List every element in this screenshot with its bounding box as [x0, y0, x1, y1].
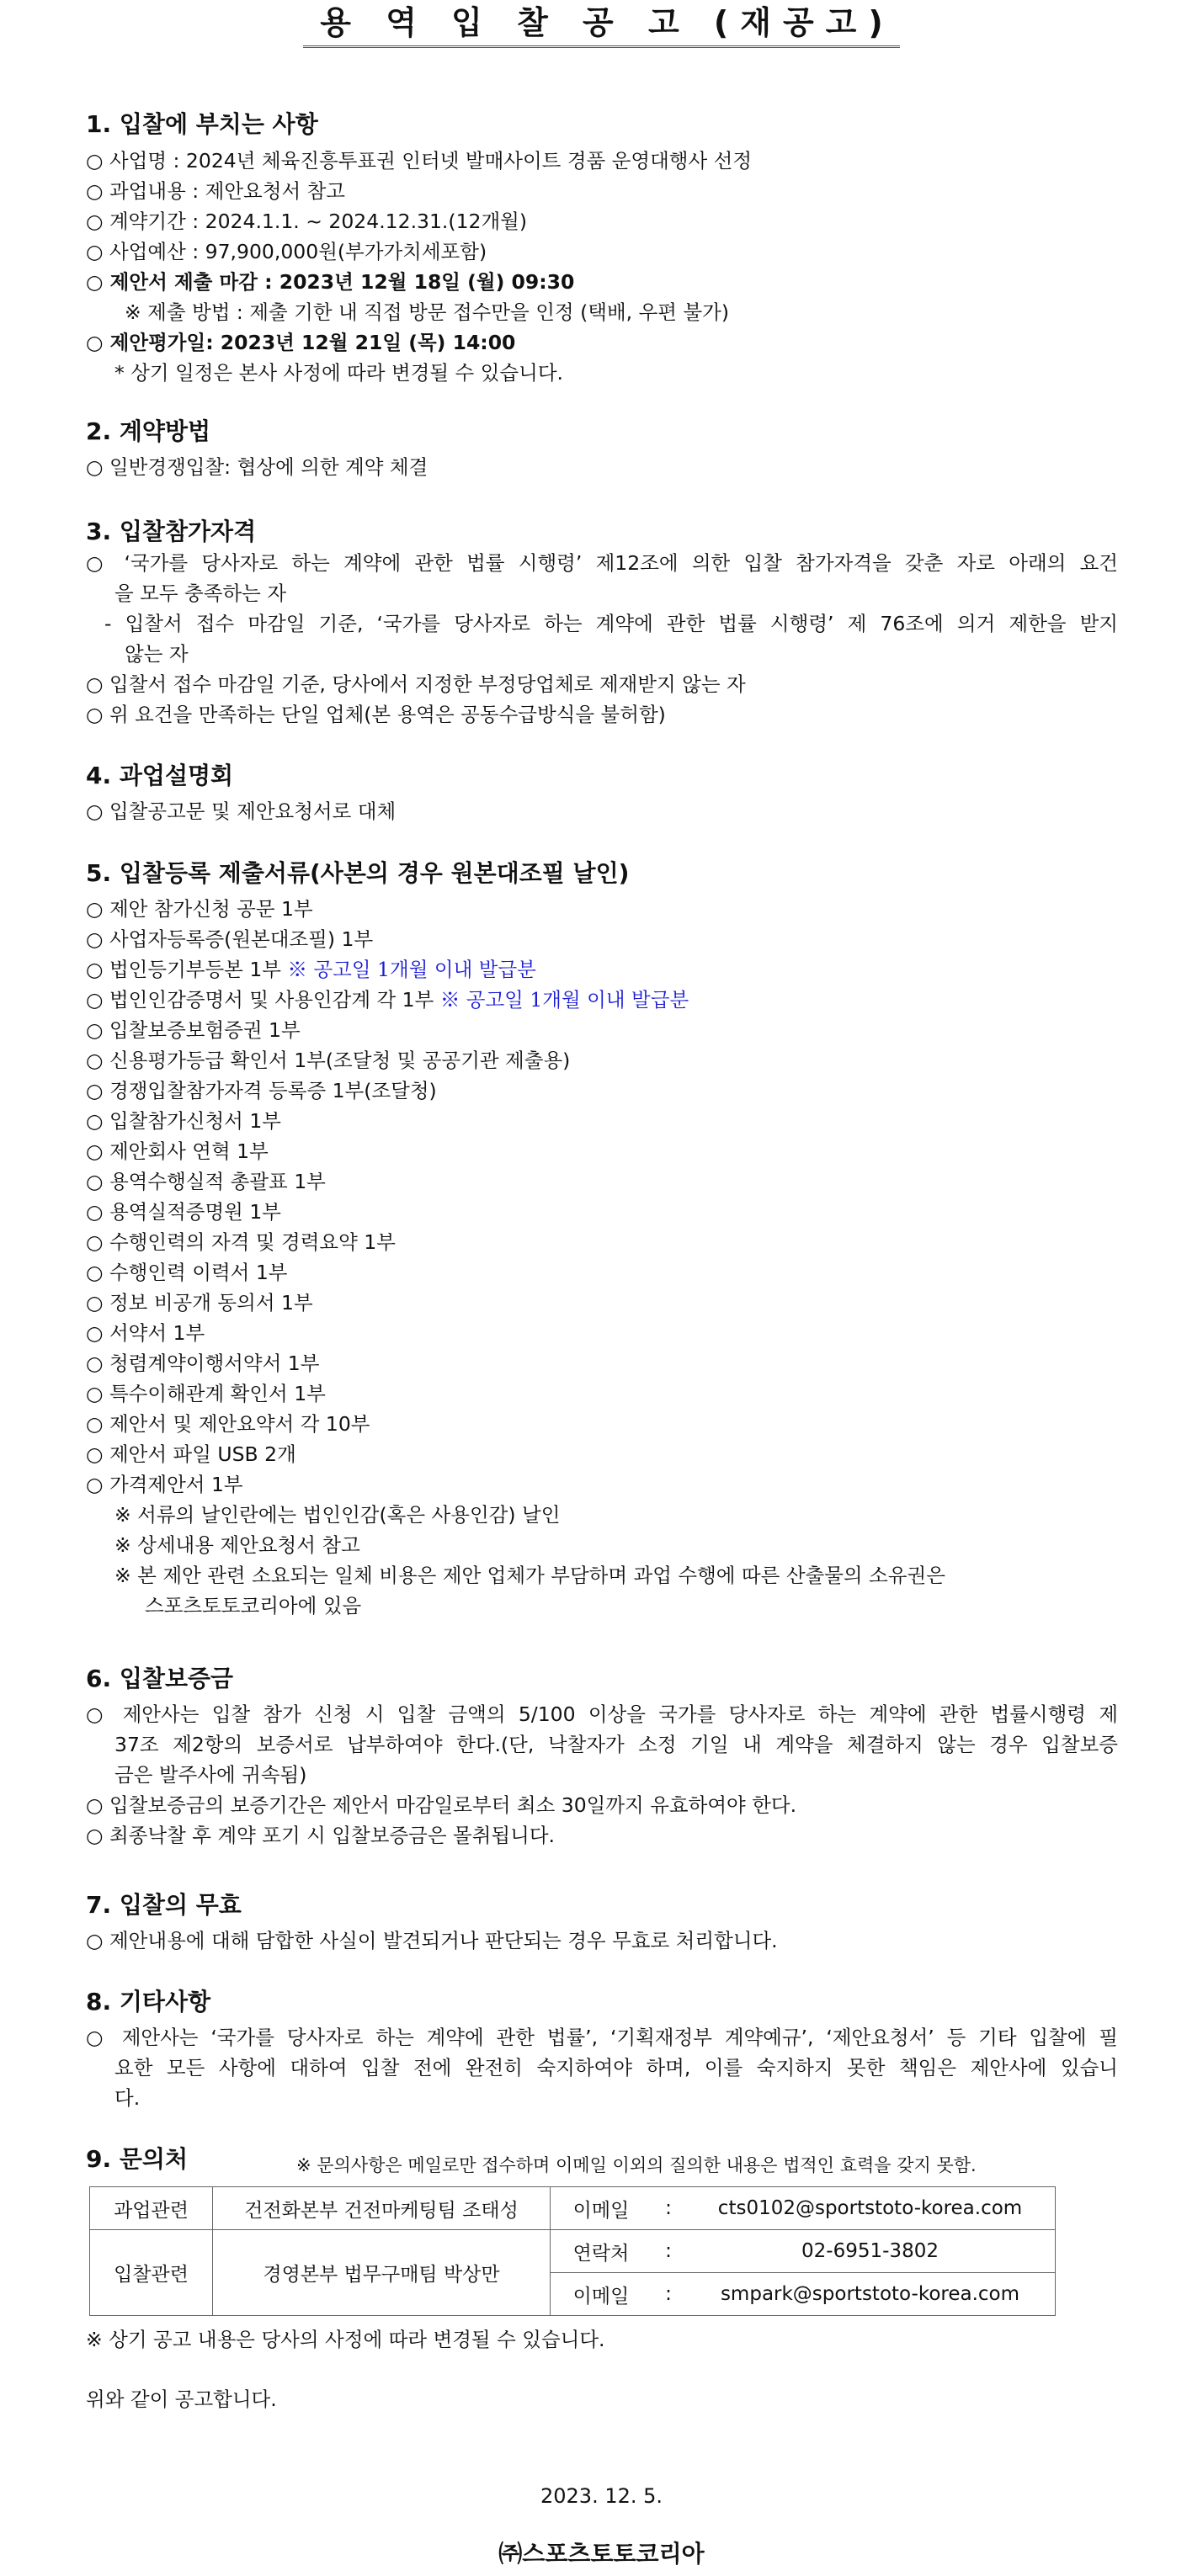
section-2-heading: 2. 계약방법 — [86, 417, 211, 445]
s1-submit-method: ※ 제출 방법 : 제출 기한 내 직접 방문 접수만을 인정 (택배, 우편 불가) — [125, 300, 730, 324]
s5-item: ○ 용역수행실적 총괄표 1부 — [86, 1170, 326, 1193]
s5-note: ※ 본 제안 관련 소요되는 일체 비용은 제안 업체가 부담하며 과업 수행에 따른 산출물의 소유권은 — [114, 1564, 945, 1587]
contact-label: 이메일 — [551, 2187, 652, 2230]
s5-item: ○ 용역실적증명원 1부 — [86, 1200, 282, 1224]
s1-item: ○ 계약기간 : 2024.1.1. ~ 2024.12.31.(12개월) — [86, 210, 528, 233]
s5-item: ○ 경쟁입찰참가자격 등록증 1부(조달청) — [86, 1079, 437, 1102]
organization-name: ㈜스포츠토토코리아 — [498, 2540, 705, 2568]
s3-item: ○ 입찰서 접수 마감일 기준, 당사에서 지정한 부정당업체로 제재받지 않는 자 — [86, 672, 746, 696]
s5-item: ○ 수행인력의 자격 및 경력요약 1부 — [86, 1230, 396, 1254]
section-8-heading: 8. 기타사항 — [86, 1988, 211, 2016]
s5-item-text: ○ 법인등기부등본 1부 — [86, 958, 282, 981]
s5-item: ○ 입찰보증보험증권 1부 — [86, 1018, 301, 1042]
s8-item: ○ 제안사는 ‘국가를 당사자로 하는 계약에 관한 법률’, ‘기획재정부 계약예규’, ‘제안요청서’ 등 기타 입찰에 필 — [86, 2026, 1118, 2049]
s5-item: ○ 가격제안서 1부 — [86, 1473, 243, 1496]
s5-item — [86, 956, 536, 983]
s6-item: ○ 최종낙찰 후 계약 포기 시 입찰보증금은 몰취됩니다. — [86, 1824, 555, 1847]
table-row — [90, 2230, 1056, 2273]
s5-item-text: ○ 법인인감증명서 및 사용인감계 각 1부 — [86, 988, 434, 1012]
s5-note: ※ 상세내용 제안요청서 참고 — [114, 1533, 360, 1557]
s1-item: ○ 사업명 : 2024년 체육진흥투표권 인터넷 발매사이트 경품 운영대행사 선정 — [86, 149, 753, 173]
s3-item-cont: 을 모두 충족하는 자 — [114, 582, 287, 605]
s3-subitem: - 입찰서 접수 마감일 기준, ‘국가를 당사자로 하는 계약에 관한 법률 시행령’ 제 76조에 의거 제한을 받지 — [104, 612, 1118, 635]
s7-item: ○ 제안내용에 대해 담합한 사실이 발견되거나 판단되는 경우 무효로 처리합니다. — [86, 1929, 778, 1952]
s5-item: ○ 입찰참가신청서 1부 — [86, 1109, 282, 1133]
contact-category: 과업관련 — [90, 2187, 213, 2230]
s5-item: ○ 제안서 파일 USB 2개 — [86, 1442, 296, 1466]
s5-item: ○ 신용평가등급 확인서 1부(조달청 및 공공기관 제출용) — [86, 1049, 571, 1072]
section-4-heading: 4. 과업설명회 — [86, 762, 234, 789]
s5-item: ○ 제안 참가신청 공문 1부 — [86, 897, 313, 921]
s8-item-cont: 다. — [114, 2086, 141, 2110]
footer-note: ※ 상기 공고 내용은 당사의 사정에 따라 변경될 수 있습니다. — [86, 2328, 605, 2351]
s5-item: ○ 청렴계약이행서약서 1부 — [86, 1352, 320, 1375]
section-5-heading: 5. 입찰등록 제출서류(사본의 경우 원본대조필 날인) — [86, 859, 630, 887]
contact-department: 건전화본부 건전마케팅팀 조태성 — [213, 2187, 551, 2230]
s1-item: ○ 사업예산 : 97,900,000원(부가가치세포함) — [86, 240, 487, 263]
contact-colon: : — [652, 2273, 685, 2316]
contact-phone: 02-6951-3802 — [685, 2230, 1056, 2273]
contact-colon: : — [652, 2187, 685, 2230]
table-row — [90, 2187, 1056, 2230]
s6-item-cont: 37조 제2항의 보증서로 납부하여야 한다.(단, 낙찰자가 소정 기일 내 계약을 체결하지 않는 경우 입찰보증 — [114, 1733, 1118, 1756]
s5-item: ○ 서약서 1부 — [86, 1321, 205, 1345]
s1-item: ○ 과업내용 : 제안요청서 참고 — [86, 179, 346, 203]
s3-subitem-cont: 않는 자 — [125, 642, 189, 666]
s1-schedule-note: * 상기 일정은 본사 사정에 따라 변경될 수 있습니다. — [114, 361, 563, 385]
s5-item: ○ 제안서 및 제안요약서 각 10부 — [86, 1412, 370, 1436]
s6-item-cont: 금은 발주사에 귀속됨) — [114, 1763, 307, 1787]
contact-email[interactable]: smpark@sportstoto-korea.com — [685, 2273, 1056, 2316]
document-title: 용 역 입 찰 공 고 (재공고) — [0, 3, 1203, 48]
s8-item-cont: 요한 모든 사항에 대하여 입찰 전에 완전히 숙지하여야 하며, 이를 숙지하지 못한 책임은 제안사에 있습니 — [114, 2056, 1118, 2079]
s4-item: ○ 입찰공고문 및 제안요청서로 대체 — [86, 799, 397, 823]
contact-category: 입찰관련 — [90, 2230, 213, 2316]
s1-evaluation-date: ○ 제안평가일: 2023년 12월 21일 (목) 14:00 — [86, 331, 516, 354]
contact-email[interactable]: cts0102@sportstoto-korea.com — [685, 2187, 1056, 2230]
s6-item: ○ 제안사는 입찰 참가 신청 시 입찰 금액의 5/100 이상을 국가를 당사자로 하는 계약에 관한 법률시행령 제 — [86, 1702, 1118, 1726]
s5-item — [86, 986, 689, 1013]
section-1-heading: 1. 입찰에 부치는 사항 — [86, 110, 318, 138]
contact-label: 이메일 — [551, 2273, 652, 2316]
s2-item: ○ 일반경쟁입찰: 협상에 의한 계약 체결 — [86, 455, 429, 479]
section-9-heading: 9. 문의처 — [86, 2145, 189, 2173]
contact-department: 경영본부 법무구매팀 박상만 — [213, 2230, 551, 2316]
s5-item: ○ 정보 비공개 동의서 1부 — [86, 1291, 313, 1315]
contact-colon: : — [652, 2230, 685, 2273]
s3-item: ○ ‘국가를 당사자로 하는 계약에 관한 법률 시행령’ 제12조에 의한 입찰 참가자격을 갖춘 자로 아래의 요건 — [86, 551, 1118, 575]
notice-date: 2023. 12. 5. — [540, 2484, 663, 2508]
section-6-heading: 6. 입찰보증금 — [86, 1665, 234, 1692]
s5-note-cont: 스포츠토토코리아에 있음 — [145, 1594, 362, 1617]
section-3-heading: 3. 입찰참가자격 — [86, 518, 257, 545]
contact-table — [89, 2186, 1056, 2316]
s5-blue-note: ※ 공고일 1개월 이내 발급분 — [287, 958, 536, 981]
s3-item: ○ 위 요건을 만족하는 단일 업체(본 용역은 공동수급방식을 불허함) — [86, 703, 666, 726]
section-7-heading: 7. 입찰의 무효 — [86, 1891, 242, 1919]
closing-text: 위와 같이 공고합니다. — [86, 2387, 277, 2411]
s5-blue-note: ※ 공고일 1개월 이내 발급분 — [439, 988, 689, 1012]
s5-note: ※ 서류의 날인란에는 법인인감(혹은 사용인감) 날인 — [114, 1503, 561, 1527]
s5-item: ○ 특수이해관계 확인서 1부 — [86, 1382, 326, 1405]
s5-item: ○ 제안회사 연혁 1부 — [86, 1139, 269, 1163]
inquiry-notice: ※ 문의사항은 메일로만 접수하며 이메일 이외의 질의한 내용은 법적인 효력을 갖지 못함. — [296, 2155, 977, 2175]
s1-deadline: ○ 제안서 제출 마감 : 2023년 12월 18일 (월) 09:30 — [86, 270, 575, 294]
s5-item: ○ 사업자등록증(원본대조필) 1부 — [86, 927, 374, 951]
s6-item: ○ 입찰보증금의 보증기간은 제안서 마감일로부터 최소 30일까지 유효하여야 한다. — [86, 1793, 797, 1817]
contact-label: 연락처 — [551, 2230, 652, 2273]
s5-item: ○ 수행인력 이력서 1부 — [86, 1261, 288, 1284]
